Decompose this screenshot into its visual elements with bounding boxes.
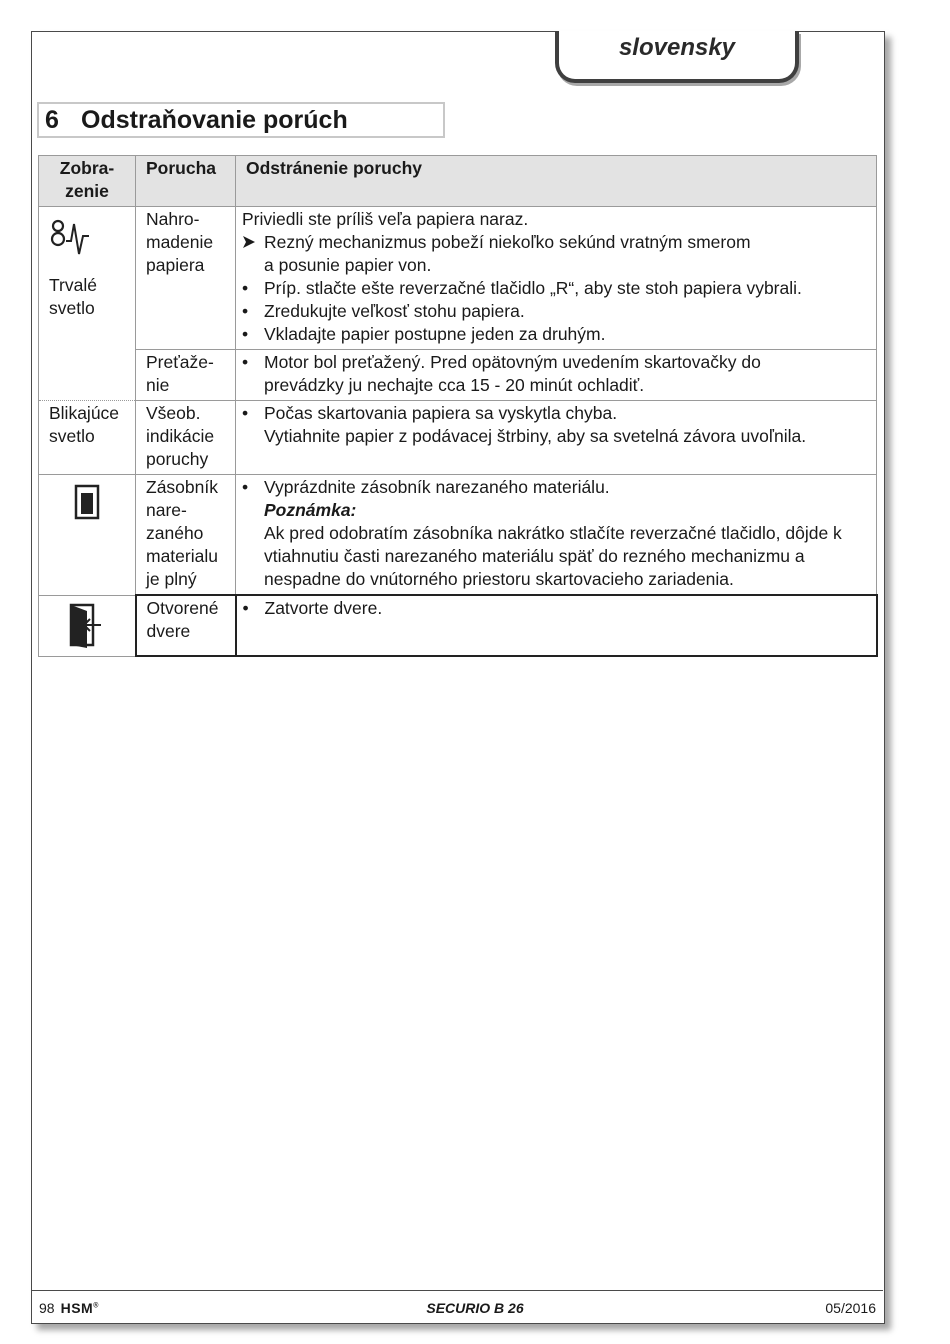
remedy-paper-jam xyxy=(236,207,877,350)
remedy-arrow-item: Rezný mechanizmus pobeží niekoľko sekúnd vratným smerom xyxy=(236,231,872,254)
troubleshooting-table xyxy=(38,155,878,657)
remedy-bin-full xyxy=(236,475,877,596)
table-row xyxy=(39,207,877,350)
list-item: • Príp. stlačte ešte reverzačné tlačidlo „R“, aby ste stoh papiera vybrali. xyxy=(242,278,802,298)
footer-divider xyxy=(32,1290,883,1291)
arrow-bullet-icon xyxy=(236,231,264,254)
display-label-steady: Trvalé svetlo xyxy=(49,275,97,318)
remedy-intro: Priviedli ste príliš veľa papiera naraz. xyxy=(242,209,529,229)
header-fault: Porucha xyxy=(136,156,236,207)
page-number: 98 xyxy=(39,1300,55,1316)
display-cell-door xyxy=(39,595,136,656)
display-cell-steady xyxy=(39,207,136,401)
list-item: • Zredukujte veľkosť stohu papiera. xyxy=(242,301,525,321)
language-label: slovensky xyxy=(618,34,736,61)
section-number: 6 xyxy=(45,106,59,134)
header-remedy: Odstránenie poruchy xyxy=(236,156,877,207)
table-row xyxy=(39,350,877,401)
fault-bin-full: Zásobník nare- zaného materialu je plný xyxy=(136,475,236,596)
bin-full-icon xyxy=(39,476,135,520)
list-item: • Zatvorte dvere. xyxy=(242,598,383,618)
display-cell-bin xyxy=(39,475,136,596)
list-item: • Počas skartovania papiera sa vyskytla chyba. xyxy=(242,403,618,423)
remedy-arrow-cont: a posunie papier von. xyxy=(264,255,432,275)
language-tab xyxy=(555,31,799,83)
list-item: • Vyprázdnite zásobník narezaného materiálu. xyxy=(242,477,610,497)
table-header-row xyxy=(39,156,877,207)
paper-jam-icon xyxy=(49,208,135,274)
display-label-blinking: Blikajúce svetlo xyxy=(39,401,136,475)
footer-date: 05/2016 xyxy=(825,1300,876,1316)
footer-product: SECURIO B 26 xyxy=(426,1300,524,1316)
fault-paper-jam: Nahro- madenie papiera xyxy=(136,207,236,350)
list-item: • Motor bol preťažený. Pred opätovným uvedením skartovačky do xyxy=(242,352,761,372)
list-item: • Vkladajte papier postupne jeden za druhým. xyxy=(242,324,606,344)
table-row xyxy=(39,401,877,475)
section-title xyxy=(37,102,445,138)
header-display: Zobra- zenie xyxy=(39,156,136,207)
section-title-text: Odstraňovanie porúch xyxy=(81,106,348,134)
fault-overload: Preťaže- nie xyxy=(136,350,236,401)
fault-door-open: Otvorené dvere xyxy=(136,595,236,656)
table-row xyxy=(39,475,877,596)
remedy-door-open xyxy=(236,595,877,656)
hsm-logo: HSM® xyxy=(60,1300,99,1316)
fault-general: Všeob. indikácie poruchy xyxy=(136,401,236,475)
table-row xyxy=(39,595,877,656)
remedy-overload: • Motor bol preťažený. Pred opätovným uvedením skartovačky do prevádzky ju nechajte cca 15 - 20 minút ochladiť. xyxy=(236,350,877,401)
door-open-icon xyxy=(39,597,135,653)
remedy-general: • Počas skartovania papiera sa vyskytla chyba. Vytiahnite papier z podávacej štrbiny, aby sa svetelná závora uvoľnila. xyxy=(236,401,877,475)
note-label: Poznámka: xyxy=(264,500,357,520)
note-text: Ak pred odobratím zásobníka nakrátko stlačíte reverzačné tlačidlo, dôjde k vtiahnutiu časti narezaného materiálu späť do rezného mechanizmu a nespadne do vnútorného priestoru skartovacieho zariadenia. xyxy=(264,523,842,589)
